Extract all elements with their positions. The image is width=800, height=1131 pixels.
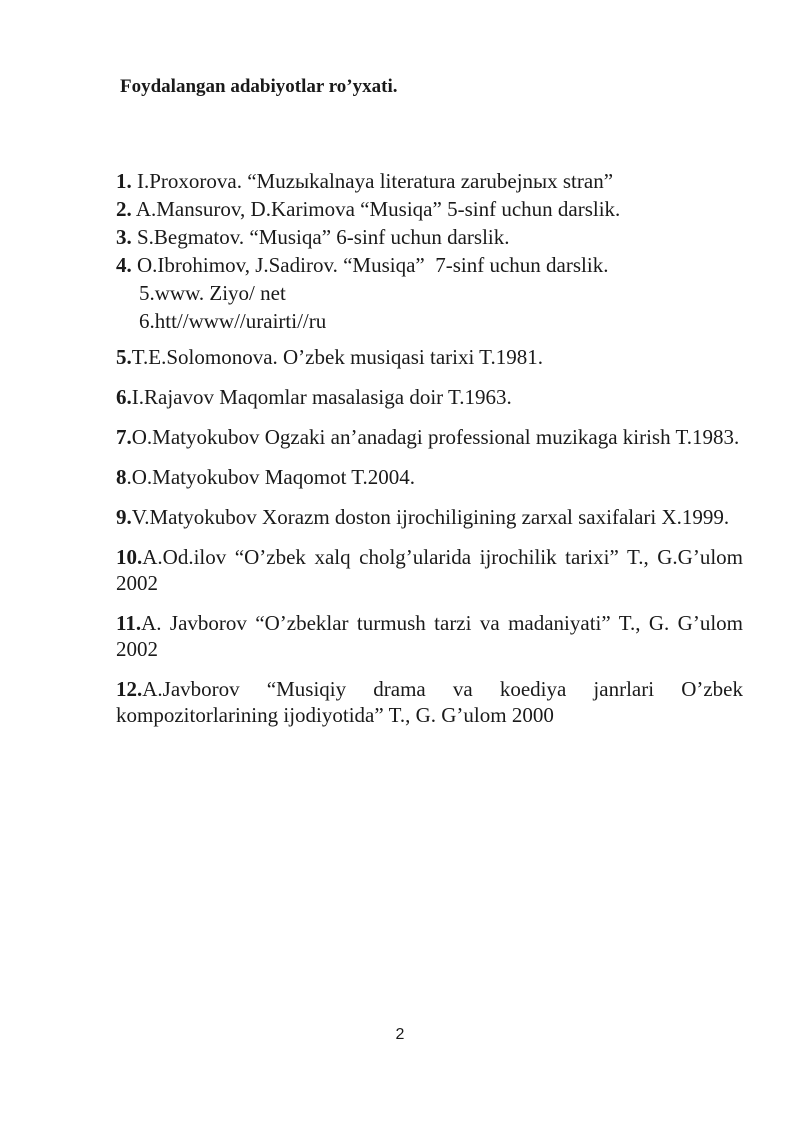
reference-list-primary [116, 167, 756, 335]
item-number: 7. [116, 425, 132, 449]
item-number: 8 [116, 465, 127, 489]
list-item [116, 223, 756, 251]
list-item [116, 544, 743, 596]
item-number: 2. [116, 197, 132, 221]
item-text: S.Begmatov. “Musiqa” 6-sinf uchun darslik. [131, 225, 510, 249]
list-item [116, 504, 743, 530]
reference-list-secondary [116, 344, 743, 742]
list-item [116, 610, 743, 662]
item-number: 5. [116, 345, 132, 369]
item-text: A.Mansurov, D.Karimova “Musiqa” 5-sinf uchun darslik. [131, 197, 621, 221]
item-number: 11. [116, 611, 142, 635]
item-number: 4. [116, 253, 132, 277]
item-text: I.Rajavov Maqomlar masalasiga doir T.1963. [131, 385, 512, 409]
list-item [116, 676, 743, 728]
item-number: 10. [116, 545, 143, 569]
item-text: O.Matyokubov Ogzaki an’anadagi professional muzikaga kirish T.1983. [131, 425, 740, 449]
web-source-item: 5.www. Ziyo/ net [139, 281, 286, 305]
page-title: Foydalangan adabiyotlar ro’yxati. [120, 76, 398, 97]
list-item [116, 464, 743, 490]
item-text: I.Proxorova. “Muzыkalnaya literatura zarubejnых stran” [131, 169, 614, 193]
item-text: A.Javborov “Musiqiy drama va koediya janrlari O’zbek kompozitorlarining ijodiyotida” T., G. G’ulom 2000 [116, 677, 743, 727]
item-text: A.Od.ilov “O’zbek xalq cholg’ularida ijrochilik tarixi” T., G.G’ulom 2002 [116, 545, 743, 595]
item-text: O.Ibrohimov, J.Sadirov. “Musiqa” 7-sinf uchun darslik. [131, 253, 609, 277]
list-item [116, 167, 756, 195]
item-number: 3. [116, 225, 132, 249]
item-number: 9. [116, 505, 132, 529]
list-item [116, 424, 743, 450]
item-text: .O.Matyokubov Maqomot T.2004. [126, 465, 416, 489]
item-number: 12. [116, 677, 143, 701]
list-item [116, 251, 756, 279]
list-item [116, 195, 756, 223]
list-item [116, 344, 743, 370]
item-number: 6. [116, 385, 132, 409]
item-text: V.Matyokubov Xorazm doston ijrochiligining zarxal saxifalari X.1999. [131, 505, 730, 529]
page-number: 2 [395, 1026, 405, 1043]
item-text: T.E.Solomonova. O’zbek musiqasi tarixi T.1981. [131, 345, 543, 369]
web-source-item: 6.htt//www//urairti//ru [139, 309, 327, 333]
item-number: 1. [116, 169, 132, 193]
item-text: A. Javborov “O’zbeklar turmush tarzi va madaniyati” T., G. G’ulom 2002 [116, 611, 743, 661]
list-item [116, 384, 743, 410]
